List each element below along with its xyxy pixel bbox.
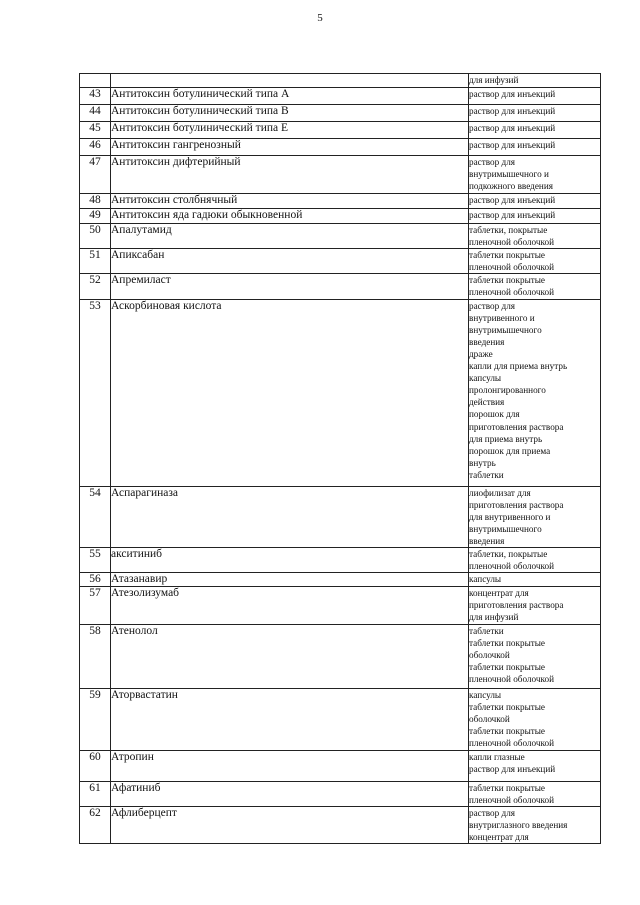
row-number: 57 bbox=[80, 587, 111, 624]
table-row bbox=[80, 688, 601, 750]
dosage-form-line: таблетки покрытые bbox=[469, 701, 546, 712]
row-number: 53 bbox=[80, 299, 111, 486]
row-number: 51 bbox=[80, 249, 111, 274]
dosage-form-line: таблетки покрытые bbox=[469, 782, 546, 793]
dosage-form-line: лиофилизат для bbox=[469, 487, 531, 498]
dosage-form-line: приготовления раствора bbox=[469, 499, 564, 510]
drug-name bbox=[111, 74, 469, 88]
dosage-form-line: раствор для bbox=[469, 157, 516, 167]
table-row bbox=[80, 122, 601, 139]
row-number: 54 bbox=[80, 486, 111, 547]
dosage-form-line: внутривенного и bbox=[469, 312, 535, 323]
dosage-forms bbox=[469, 139, 601, 156]
row-number: 61 bbox=[80, 781, 111, 806]
dosage-form-line: подкожного введения bbox=[469, 181, 553, 192]
row-number: 62 bbox=[80, 806, 111, 843]
row-number: 56 bbox=[80, 573, 111, 587]
dosage-forms bbox=[469, 209, 601, 224]
dosage-forms bbox=[469, 750, 601, 781]
dosage-forms bbox=[469, 486, 601, 547]
dosage-form-line: раствор для инъекций bbox=[469, 140, 556, 150]
table-row bbox=[80, 74, 601, 88]
drug-name: Антитоксин ботулинический типа А bbox=[111, 88, 469, 105]
dosage-form-line: таблетки bbox=[469, 469, 504, 480]
table-row bbox=[80, 624, 601, 688]
drug-name: Аторвастатин bbox=[111, 688, 469, 750]
dosage-form-line: капли для приема внутрь bbox=[469, 361, 568, 372]
drug-name: Апиксабан bbox=[111, 249, 469, 274]
dosage-form-line: действия bbox=[469, 397, 505, 408]
table-row bbox=[80, 299, 601, 486]
table-row bbox=[80, 249, 601, 274]
drug-name: Атазанавир bbox=[111, 573, 469, 587]
dosage-form-line: для приема внутрь bbox=[469, 433, 543, 444]
drug-name: Аспарагиназа bbox=[111, 486, 469, 547]
dosage-forms bbox=[469, 88, 601, 105]
table-row bbox=[80, 548, 601, 573]
row-number bbox=[80, 74, 111, 88]
dosage-forms bbox=[469, 74, 601, 88]
dosage-form-line: капли глазные bbox=[469, 751, 525, 762]
row-number: 50 bbox=[80, 224, 111, 249]
drug-table bbox=[79, 73, 601, 844]
table-row bbox=[80, 750, 601, 781]
row-number: 55 bbox=[80, 548, 111, 573]
row-number: 46 bbox=[80, 139, 111, 156]
drug-name: Антитоксин ботулинический типа Е bbox=[111, 122, 469, 139]
dosage-form-line: пролонгированного bbox=[469, 385, 546, 396]
table-row bbox=[80, 573, 601, 587]
drug-table-body bbox=[80, 74, 601, 844]
drug-name: Антитоксин гангренозный bbox=[111, 139, 469, 156]
table-row bbox=[80, 224, 601, 249]
dosage-forms bbox=[469, 624, 601, 688]
dosage-form-line: пленочной оболочкой bbox=[469, 794, 555, 805]
dosage-form-line: концентрат для bbox=[469, 831, 529, 842]
table-row bbox=[80, 781, 601, 806]
dosage-forms bbox=[469, 548, 601, 573]
dosage-forms bbox=[469, 224, 601, 249]
dosage-form-line: раствор для инъекций bbox=[469, 210, 556, 220]
dosage-form-line: введения bbox=[469, 535, 505, 546]
dosage-form-line: пленочной оболочкой bbox=[469, 673, 555, 684]
drug-name: Апремиласт bbox=[111, 274, 469, 299]
drug-name: Антитоксин ботулинический типа В bbox=[111, 105, 469, 122]
page-number: 5 bbox=[317, 12, 323, 24]
dosage-form-line: концентрат для bbox=[469, 588, 529, 599]
table-row bbox=[80, 209, 601, 224]
dosage-form-line: таблетки покрытые bbox=[469, 637, 546, 648]
dosage-form-line: таблетки bbox=[469, 625, 504, 636]
row-number: 49 bbox=[80, 209, 111, 224]
dosage-forms bbox=[469, 194, 601, 209]
dosage-forms bbox=[469, 156, 601, 194]
dosage-form-line: раствор для bbox=[469, 807, 516, 818]
dosage-form-line: капсулы bbox=[469, 373, 502, 384]
drug-name: Антитоксин дифтерийный bbox=[111, 156, 469, 194]
dosage-form-line: таблетки, покрытые bbox=[469, 549, 548, 560]
drug-name: Афлиберцепт bbox=[111, 806, 469, 843]
table-row bbox=[80, 139, 601, 156]
dosage-forms bbox=[469, 274, 601, 299]
dosage-form-line: для инфузий bbox=[469, 612, 519, 623]
dosage-form-line: внутриглазного введения bbox=[469, 819, 568, 830]
dosage-form-line: пленочной оболочкой bbox=[469, 287, 555, 298]
dosage-form-line: раствор для инъекций bbox=[469, 195, 556, 205]
dosage-form-line: таблетки покрытые bbox=[469, 661, 546, 672]
dosage-form-line: раствор для инъекций bbox=[469, 106, 556, 116]
drug-name: Антитоксин яда гадюки обыкновенной bbox=[111, 209, 469, 224]
dosage-form-line: раствор для инъекций bbox=[469, 89, 556, 99]
dosage-form-line: таблетки покрытые bbox=[469, 275, 546, 286]
drug-name: Атезолизумаб bbox=[111, 587, 469, 624]
dosage-form-line: порошок для bbox=[469, 409, 520, 420]
table-row bbox=[80, 806, 601, 843]
dosage-form-line: раствор для инъекций bbox=[469, 123, 556, 133]
dosage-forms bbox=[469, 688, 601, 750]
dosage-forms bbox=[469, 587, 601, 624]
dosage-forms bbox=[469, 122, 601, 139]
dosage-form-line: оболочкой bbox=[469, 649, 510, 660]
table-row bbox=[80, 486, 601, 547]
dosage-forms bbox=[469, 105, 601, 122]
table-row bbox=[80, 194, 601, 209]
dosage-forms bbox=[469, 299, 601, 486]
dosage-form-line: таблетки покрытые bbox=[469, 725, 546, 736]
drug-name: акситиниб bbox=[111, 548, 469, 573]
row-number: 48 bbox=[80, 194, 111, 209]
dosage-form-line: пленочной оболочкой bbox=[469, 737, 555, 748]
dosage-form-line: капсулы bbox=[469, 689, 502, 700]
dosage-form-line: таблетки покрытые bbox=[469, 250, 546, 261]
drug-name: Аскорбиновая кислота bbox=[111, 299, 469, 486]
table-row bbox=[80, 274, 601, 299]
table-row bbox=[80, 587, 601, 624]
table-row bbox=[80, 105, 601, 122]
dosage-form-line: внутримышечного и bbox=[469, 169, 549, 180]
row-number: 47 bbox=[80, 156, 111, 194]
dosage-form-line: внутримышечного bbox=[469, 324, 542, 335]
dosage-form-line: для внутривенного и bbox=[469, 511, 551, 522]
row-number: 45 bbox=[80, 122, 111, 139]
drug-name: Атенолол bbox=[111, 624, 469, 688]
dosage-forms bbox=[469, 573, 601, 587]
row-number: 52 bbox=[80, 274, 111, 299]
drug-name: Афатиниб bbox=[111, 781, 469, 806]
dosage-form-line: таблетки, покрытые bbox=[469, 225, 548, 235]
dosage-form-line: введения bbox=[469, 336, 505, 347]
dosage-form-line: внутримышечного bbox=[469, 523, 542, 534]
dosage-form-line: приготовления раствора bbox=[469, 600, 564, 611]
dosage-form-line: капсулы bbox=[469, 574, 502, 585]
dosage-form-line: приготовления раствора bbox=[469, 421, 564, 432]
row-number: 59 bbox=[80, 688, 111, 750]
row-number: 60 bbox=[80, 750, 111, 781]
row-number: 43 bbox=[80, 88, 111, 105]
dosage-forms bbox=[469, 249, 601, 274]
dosage-form-line: порошок для приема bbox=[469, 445, 551, 456]
drug-name: Антитоксин столбнячный bbox=[111, 194, 469, 209]
drug-name: Апалутамид bbox=[111, 224, 469, 249]
dosage-form-line: раствор для bbox=[469, 300, 516, 311]
dosage-form-line: внутрь bbox=[469, 457, 496, 468]
row-number: 44 bbox=[80, 105, 111, 122]
table-row bbox=[80, 88, 601, 105]
drug-name: Атропин bbox=[111, 750, 469, 781]
dosage-form-line: пленочной оболочкой bbox=[469, 237, 555, 248]
table-row bbox=[80, 156, 601, 194]
row-number: 58 bbox=[80, 624, 111, 688]
dosage-form-line: пленочной оболочкой bbox=[469, 262, 555, 273]
dosage-form-line: раствор для инъекций bbox=[469, 763, 556, 774]
dosage-form-line: драже bbox=[469, 348, 493, 359]
dosage-form-line: оболочкой bbox=[469, 713, 510, 724]
dosage-form-line: для инфузий bbox=[469, 75, 519, 85]
dosage-form-line: пленочной оболочкой bbox=[469, 561, 555, 572]
dosage-forms bbox=[469, 806, 601, 843]
dosage-forms bbox=[469, 781, 601, 806]
